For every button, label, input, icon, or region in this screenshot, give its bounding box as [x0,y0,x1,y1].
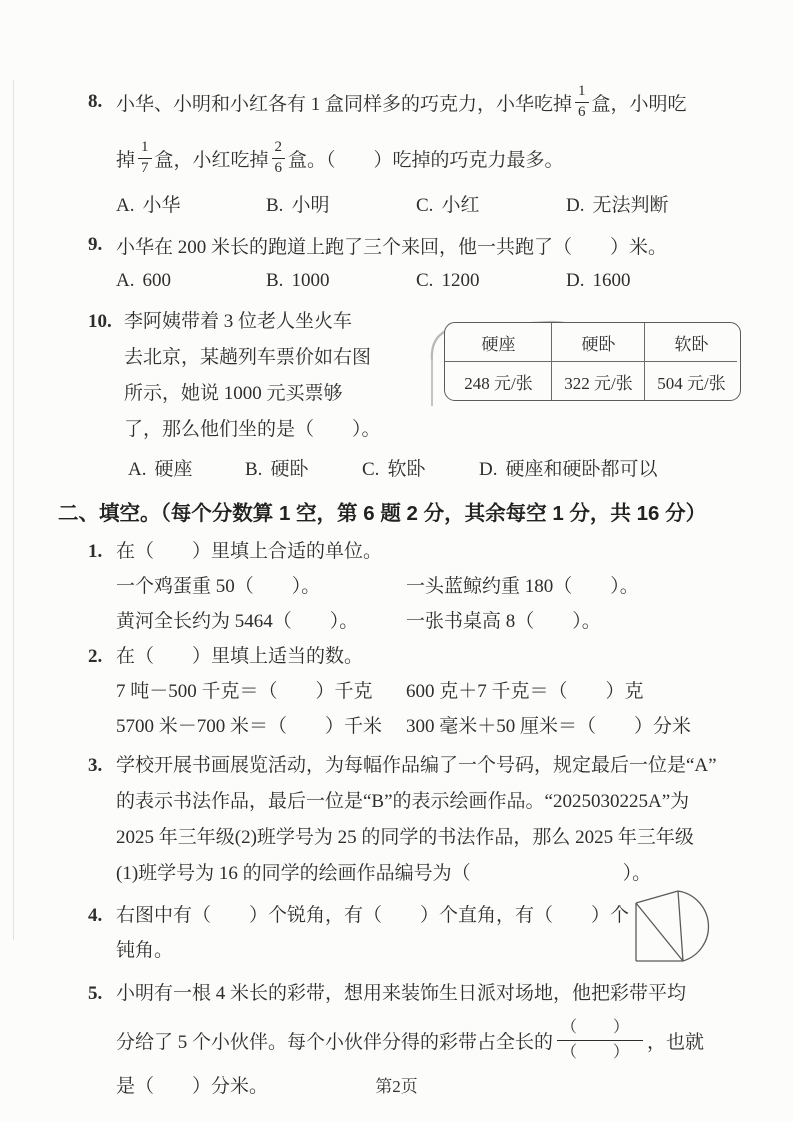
question-text: 小华在 200 米长的跑道上跑了三个来回，他一共跑了（ ）米。 [116,236,668,258]
angles-shape-figure [625,882,733,976]
page-content [58,74,741,1104]
fraction-numerator: 1 [138,139,152,158]
option-a [116,190,266,217]
fraction-denominator: 6 [274,159,283,176]
option-label: C. [416,270,434,291]
price-table-price-cell: 504 元/张 [644,361,737,400]
text-segment: 盒。（ ）吃掉的巧克力最多。 [288,149,564,171]
option-text: 1000 [291,270,330,291]
option-label: A. [128,458,147,480]
question-number: 3. [88,755,103,776]
blank-item: 300 毫米＋50 厘米＝（ ）分米 [406,716,692,737]
question-text: 在（ ）里填上合适的单位。 [116,541,383,562]
question-text [116,139,564,177]
question-8 [88,74,741,218]
option-c [416,270,566,292]
price-table-header-cell: 硬座 [481,335,516,354]
fill-question-4 [88,898,741,968]
question-10 [88,304,741,482]
fill-5-line-2 [88,1011,741,1069]
option-a [116,270,266,292]
blank-item: 黄河全长约为 5464（ ）。 [116,611,359,632]
price-table-price-cell: 248 元/张 [445,361,551,400]
text-line: 所示，她说 1000 元买票够 [124,383,343,404]
option-d [566,190,669,217]
option-text: 硬座和硬卧都可以 [505,458,658,480]
option-text: 软卧 [387,458,426,480]
price-table-header-cell: 软卧 [644,323,737,361]
option-a [128,454,245,481]
text-line: 去北京，某趟列车票价如右图 [124,347,372,368]
fraction-numerator: （ ） [557,1018,643,1041]
option-label: D. [566,270,585,291]
blank-item: 600 克＋7 千克＝（ ）克 [406,681,644,702]
option-text: 硬座 [154,458,193,480]
page-number: 第2页 [375,1077,418,1096]
option-b [245,454,362,481]
text-line: 2025 年三年级(2)班学号为 25 的同学的书法作品，那么 2025 年三年级 [116,827,694,848]
option-c [416,190,566,217]
blank-item: 一个鸡蛋重 50（ ）。 [116,576,321,597]
fill-question-2 [88,639,741,744]
question-number: 8. [88,91,103,112]
page-edge-line [13,80,14,940]
option-text: 1200 [441,270,480,291]
question-number: 9. [88,234,103,255]
fill-2-row-1 [88,674,741,709]
fraction-numerator: 2 [272,139,286,158]
question-8-options [88,188,741,218]
question-text [116,748,717,892]
question-9-options [88,266,741,296]
blank-item: 7 吨－500 千克＝（ ）千克 [116,681,373,702]
blank-item: 一张书桌高 8（ ）。 [406,611,601,632]
fill-5-line-3: 是（ ）分米。 [116,1076,269,1097]
fill-2-row-2 [88,709,741,744]
text-line: (1)班学号为 16 的同学的绘画作品编号为（ ）。 [116,863,652,884]
question-number: 1. [88,541,103,562]
question-9-line [88,230,741,260]
option-text: 无法判断 [592,194,669,216]
fill-question-1 [88,534,741,639]
question-number: 10. [88,311,112,332]
option-text: 小明 [291,194,330,216]
text-line: 的表示书法作品，最后一位是“B”的表示绘画作品。“2025030225A”为 [116,791,690,812]
fraction-denominator: 6 [578,103,586,120]
text-segment: 盒，小明吃 [591,93,687,115]
fill-1-row-2 [88,604,741,639]
option-label: A. [116,194,135,216]
option-b [266,270,416,292]
fraction-one-seventh [138,139,152,177]
text-line: 了，那么他们坐的是（ ）。 [124,419,381,440]
option-c [362,454,479,481]
fill-question-3 [88,748,741,892]
option-text: 小红 [441,194,480,216]
question-8-line-1 [88,74,741,130]
fraction-two-sixths [272,139,286,177]
option-text: 小华 [142,194,181,216]
question-text: 在（ ）里填上适当的数。 [116,646,364,667]
option-label: C. [416,194,434,216]
question-number: 5. [88,983,103,1004]
text-segment: 小华、小明和小红各有 1 盒同样多的巧克力，小华吃掉 [116,93,573,115]
text-line: 李阿姨带着 3 位老人坐火车 [124,311,353,332]
ticket-price-figure [444,322,741,408]
price-table-price-cell: 322 元/张 [551,361,644,400]
question-9 [88,230,741,296]
text-line: 学校开展书画展览活动，为每幅作品编了一个号码，规定最后一位是“A” [116,755,717,776]
text-segment: 分给了 5 个小伙伴。每个小伙伴分得的彩带占全长的 [116,1031,554,1053]
question-text: 小明有一根 4 米长的彩带，想用来装饰生日派对场地，他把彩带平均 [116,983,687,1004]
option-label: A. [116,270,135,291]
option-text: 1600 [592,270,631,291]
text-segment: ，也就 [647,1031,705,1053]
option-label: B. [266,194,284,216]
question-text-continued: 钝角。 [116,940,174,961]
option-label: C. [362,458,380,480]
text-segment: 盒，小红吃掉 [154,149,269,171]
fraction-denominator: 7 [141,159,149,176]
question-number: 2. [88,646,103,667]
section-2-header: 二、填空。（每个分数算 1 空，第 6 题 2 分，其余每空 1 分，共 16 分） [58,502,707,525]
fraction-denominator: （ ） [561,1043,640,1061]
option-text: 600 [142,270,171,291]
question-8-line-2 [88,130,741,186]
blank-fraction [557,1018,643,1063]
option-label: D. [566,194,585,216]
option-label: D. [479,458,498,480]
fraction-one-sixth [575,83,589,121]
option-d [566,270,630,292]
question-10-body [88,304,741,448]
fraction-numerator: 1 [575,83,589,102]
question-number: 4. [88,905,103,926]
blank-item: 5700 米－700 米＝（ ）千米 [116,716,383,737]
fill-1-row-1 [88,569,741,604]
question-10-options [88,452,741,482]
option-b [266,190,416,217]
question-text [124,304,426,448]
option-label: B. [266,270,284,291]
price-table [444,322,741,401]
question-text [116,83,687,121]
text-segment: 掉 [116,149,136,171]
blank-item: 一头蓝鲸约重 180（ ）。 [406,576,639,597]
option-label: B. [245,458,263,480]
option-text: 硬卧 [270,458,309,480]
price-table-header-cell: 硬卧 [551,323,644,361]
question-text: 右图中有（ ）个锐角，有（ ）个直角，有（ ）个 [116,905,630,926]
option-d [479,454,658,481]
